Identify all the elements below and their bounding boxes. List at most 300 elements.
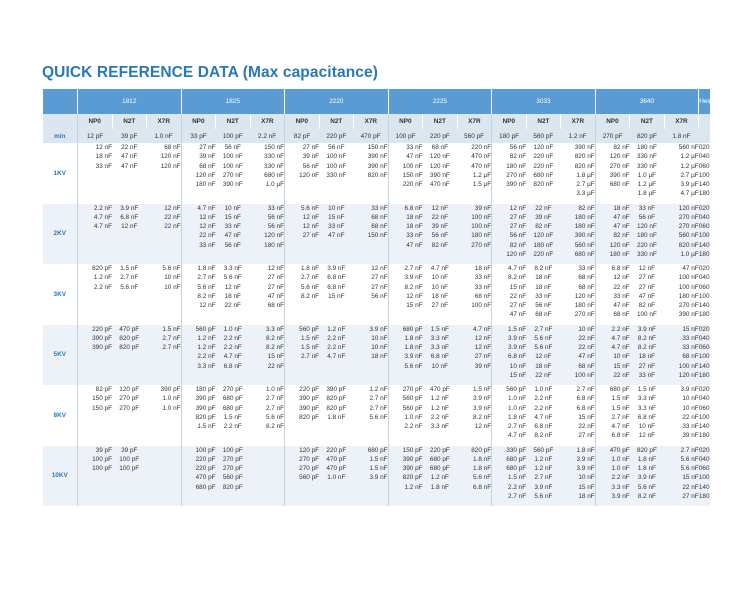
capacitance-cell — [216, 325, 251, 386]
size-header-3033: 3033 — [492, 89, 596, 114]
capacitance-value: 39 pF — [121, 446, 138, 454]
capacitance-cell — [78, 385, 113, 446]
capacitance-value: 12 nF — [638, 432, 656, 440]
height-value: 140 — [698, 423, 710, 431]
capacitance-value: 27 nF — [302, 144, 320, 151]
capacitance-value: 8.2 nF — [300, 292, 320, 300]
capacitance-value: 1.8 µF — [637, 190, 657, 198]
capacitance-value: 18 nF — [638, 353, 656, 361]
capacitance-value: 22 nF — [509, 292, 527, 300]
capacitance-value: 56 nF — [509, 232, 527, 240]
capacitance-value: 3.9 nF — [637, 474, 656, 482]
capacitance-value: 150 nF — [264, 144, 285, 151]
capacitance-value: 22 nF — [613, 283, 630, 291]
capacitance-value: 390 pF — [92, 334, 112, 342]
height-cell — [699, 143, 710, 204]
capacitance-value: 1.0 nF — [534, 386, 553, 393]
capacitance-value: 33 nF — [371, 204, 388, 212]
capacitance-value: 82 nF — [535, 223, 552, 231]
capacitance-value: 680 nF — [264, 171, 285, 179]
capacitance-value: 220 nF — [533, 153, 554, 161]
dielectric-header-x7r: X7R — [250, 114, 285, 129]
table-body — [43, 129, 710, 506]
height-header: Height H (1/10 mm) — [699, 89, 710, 114]
capacitance-value: 27 nF — [371, 274, 388, 282]
capacitance-value: 10 nF — [328, 204, 345, 212]
capacitance-value: 2.7 µF — [576, 181, 595, 189]
height-value: 100 — [698, 292, 710, 300]
capacitance-value: 1.5 nF — [508, 325, 527, 333]
capacitance-value: 120 nF — [533, 144, 554, 151]
capacitance-value: 2.7 nF — [197, 274, 216, 282]
corner-cell — [43, 89, 78, 114]
capacitance-value: 68 nF — [431, 144, 449, 151]
capacitance-value: 2.7 µF — [680, 171, 699, 179]
capacitance-value: 180 nF — [533, 241, 554, 249]
capacitance-value: 5.6 nF — [637, 483, 656, 491]
capacitance-value: 56 nF — [224, 144, 241, 151]
capacitance-value: 2.7 nF — [576, 386, 595, 393]
capacitance-value: 6.8 nF — [637, 413, 656, 421]
capacitance-value: 150 nF — [367, 144, 388, 151]
capacitance-value: 18 nF — [406, 223, 423, 231]
capacitance-cell — [457, 325, 492, 386]
height-value: 040 — [698, 455, 710, 463]
capacitance-value: 68 nF — [535, 311, 552, 319]
dielectric-header-n2t: N2T — [630, 114, 665, 129]
capacitance-value: 680 pF — [506, 455, 527, 463]
capacitance-value: 22 nF — [164, 213, 181, 221]
capacitance-value: 18 nF — [578, 492, 595, 500]
capacitance-value: 3.9 nF — [369, 474, 388, 482]
capacitance-cell — [78, 264, 113, 325]
height-subheader — [699, 114, 710, 129]
capacitance-value: 560 pF — [222, 474, 243, 482]
row-label-voltage: 8KV — [43, 385, 78, 446]
capacitance-value: 1.2 nF — [534, 455, 553, 463]
capacitance-value: 27 nF — [638, 283, 656, 291]
capacitance-value: 27 nF — [199, 144, 216, 151]
capacitance-value: 1.8 nF — [637, 465, 656, 473]
capacitance-cell — [216, 385, 251, 446]
capacitance-value: 6.8 nF — [576, 404, 595, 412]
capacitance-value: 4.7 µF — [680, 190, 699, 198]
size-header-1812: 1812 — [78, 89, 182, 114]
capacitance-value: 68 nF — [682, 353, 699, 361]
capacitance-value: 56 nF — [371, 292, 388, 300]
height-cell — [699, 204, 710, 265]
capacitance-value: 3.3 nF — [430, 344, 449, 352]
capacitance-value: 680 nF — [533, 171, 554, 179]
capacitance-value: 68 nF — [613, 311, 630, 319]
capacitance-value: 8.2 nF — [637, 344, 656, 352]
capacitance-value: 100 nF — [471, 213, 492, 221]
capacitance-value: 330 nF — [326, 171, 347, 179]
capacitance-cell — [664, 264, 699, 325]
capacitance-value: 120 nF — [533, 232, 554, 240]
capacitance-value: 15 nF — [682, 325, 699, 333]
height-value: 100 — [698, 413, 710, 421]
capacitance-value: 4.7 nF — [93, 223, 112, 231]
min-value-cell: 100 pF — [388, 129, 423, 143]
capacitance-cell — [492, 204, 527, 265]
capacitance-value: 68 nF — [199, 162, 216, 170]
capacitance-value: 330 pF — [506, 446, 527, 454]
capacitance-value: 270 pF — [119, 404, 140, 412]
capacitance-cell — [112, 204, 147, 265]
capacitance-value: 5.6 nF — [534, 334, 553, 342]
capacitance-value: 390 nF — [574, 144, 595, 151]
capacitance-value: 8.2 nF — [534, 265, 553, 272]
table-row-2kv — [43, 204, 710, 265]
capacitance-value: 6.8 nF — [404, 204, 423, 212]
capacitance-value: 270 nF — [678, 213, 699, 221]
capacitance-cell — [630, 325, 665, 386]
capacitance-cell — [319, 446, 354, 507]
capacitance-value: 180 nF — [574, 213, 595, 221]
capacitance-value: 3.3 nF — [430, 423, 449, 431]
capacitance-value: 820 pF — [326, 395, 347, 403]
capacitance-value: 100 nF — [678, 362, 699, 370]
capacitance-value: 4.7 nF — [611, 344, 630, 352]
capacitance-value: 2.7 nF — [120, 274, 139, 282]
capacitance-value: 10 nF — [164, 283, 181, 291]
capacitance-value: 12 nF — [613, 274, 630, 282]
capacitance-value: 33 nF — [638, 371, 656, 379]
capacitance-cell — [112, 385, 147, 446]
capacitance-value: 180 nF — [506, 162, 527, 170]
capacitance-value: 1.2 nF — [404, 483, 423, 491]
table-row-3kv — [43, 264, 710, 325]
min-value-cell: 180 pF — [492, 129, 527, 143]
capacitance-value: 18 nF — [95, 153, 112, 161]
capacitance-value: 12 nF — [199, 223, 216, 231]
capacitance-value: 390 nF — [609, 171, 630, 179]
capacitance-value: 22 nF — [535, 371, 552, 379]
capacitance-cell — [354, 325, 389, 386]
capacitance-value: 5.6 nF — [197, 283, 216, 291]
capacitance-cell — [595, 385, 630, 446]
capacitance-cell — [147, 264, 182, 325]
capacitance-value: 82 pF — [95, 386, 112, 393]
capacitance-value: 15 nF — [328, 292, 345, 300]
capacitance-value: 680 pF — [195, 483, 216, 491]
capacitance-value: 1.0 nF — [404, 413, 423, 421]
page-title: QUICK REFERENCE DATA (Max capacitance) — [42, 64, 378, 81]
capacitance-value: 680 pF — [222, 404, 243, 412]
capacitance-value: 150 nF — [367, 232, 388, 240]
capacitance-cell — [147, 385, 182, 446]
table-row-5kv — [43, 325, 710, 386]
capacitance-value: 5.6 nF — [300, 204, 320, 212]
capacitance-value: 3.3 nF — [637, 395, 656, 403]
capacitance-value: 150 nF — [402, 171, 423, 179]
capacitance-value: 5.6 nF — [680, 465, 699, 473]
capacitance-value: 3.3 nF — [430, 334, 449, 342]
capacitance-value: 180 nF — [609, 250, 630, 258]
capacitance-value: 2.2 nF — [404, 423, 423, 431]
capacitance-cell — [147, 143, 182, 204]
capacitance-value: 2.2 nF — [93, 204, 112, 212]
capacitance-value: 1.2 nF — [197, 344, 216, 352]
capacitance-value: 270 pF — [222, 455, 243, 463]
capacitance-value: 2.2 nF — [611, 325, 630, 333]
capacitance-value: 100 nF — [222, 153, 243, 161]
dielectric-header-x7r: X7R — [457, 114, 492, 129]
capacitance-value: 18 nF — [535, 362, 552, 370]
capacitance-cell — [78, 143, 113, 204]
height-value: 040 — [698, 153, 710, 161]
capacitance-value: 560 nF — [678, 232, 699, 240]
capacitance-value: 1.2 nF — [430, 395, 449, 403]
capacitance-value: 2.2 nF — [223, 344, 242, 352]
height-value: 040 — [698, 274, 710, 282]
capacitance-cell — [285, 143, 320, 204]
capacitance-value: 1.0 nF — [611, 455, 630, 463]
capacitance-value: 820 pF — [195, 413, 216, 421]
capacitance-value: 820 pF — [119, 334, 140, 342]
capacitance-value: 4.7 nF — [508, 265, 527, 272]
capacitance-cell — [630, 446, 665, 507]
capacitance-value: 8.2 nF — [637, 334, 656, 342]
capacitance-value: 220 pF — [429, 446, 450, 454]
capacitance-value: 2.7 nF — [300, 274, 320, 282]
table-row-10kv — [43, 446, 710, 507]
dielectric-header-x7r: X7R — [147, 114, 182, 129]
capacitance-value: 15 nF — [267, 353, 285, 361]
capacitance-value: 470 pF — [609, 446, 630, 454]
capacitance-value: 1.8 nF — [637, 455, 656, 463]
capacitance-value: 10 nF — [682, 395, 699, 403]
capacitance-value: 180 nF — [264, 241, 285, 249]
min-value-cell: 270 pF — [595, 129, 630, 143]
capacitance-value: 2.2 nF — [611, 474, 630, 482]
capacitance-value: 10 nF — [371, 334, 388, 342]
capacitance-value: 27 nF — [474, 353, 492, 361]
capacitance-value: 6.8 nF — [430, 353, 449, 361]
capacitance-value: 8.2 nF — [508, 274, 527, 282]
capacitance-value: 390 nF — [429, 171, 450, 179]
capacitance-value: 5.6 nF — [265, 413, 285, 421]
capacitance-value: 4.7 nF — [430, 265, 449, 272]
height-value: 020 — [698, 204, 710, 212]
capacitance-value: 6.8 nF — [576, 395, 595, 403]
capacitance-value: 22 nF — [267, 362, 285, 370]
capacitance-value: 6.8 nF — [327, 283, 346, 291]
capacitance-value: 390 nF — [506, 181, 527, 189]
capacitance-cell — [423, 204, 458, 265]
capacitance-value: 220 pF — [92, 325, 112, 333]
capacitance-value: 2.7 nF — [404, 265, 423, 272]
capacitance-value: 560 nF — [678, 144, 699, 151]
capacitance-cell — [285, 325, 320, 386]
size-header-3640: 3640 — [595, 89, 699, 114]
capacitance-value: 560 pF — [299, 325, 320, 333]
capacitance-value: 33 nF — [682, 334, 699, 342]
capacitance-value: 47 nF — [267, 292, 285, 300]
capacitance-value: 1.0 nF — [508, 404, 527, 412]
capacitance-cell — [630, 385, 665, 446]
capacitance-value: 560 pF — [506, 386, 527, 393]
min-value-cell: 100 pF — [216, 129, 251, 143]
capacitance-value: 1.2 µF — [472, 171, 492, 179]
capacitance-value: 100 pF — [92, 455, 112, 463]
capacitance-value: 15 nF — [578, 413, 595, 421]
row-label-voltage: 10KV — [43, 446, 78, 507]
capacitance-value: 220 pF — [299, 386, 320, 393]
capacitance-value: 12 nF — [474, 423, 492, 431]
capacitance-value: 33 nF — [578, 265, 595, 272]
capacitance-value: 3.9 nF — [327, 265, 346, 272]
capacitance-value: 220 nF — [471, 144, 492, 151]
capacitance-cell — [630, 264, 665, 325]
capacitance-cell — [595, 325, 630, 386]
capacitance-value: 390 nF — [574, 232, 595, 240]
row-label-min: min — [43, 129, 78, 143]
capacitance-cell — [112, 143, 147, 204]
capacitance-value: 33 nF — [328, 223, 345, 231]
capacitance-cell — [388, 143, 423, 204]
capacitance-cell — [216, 204, 251, 265]
capacitance-value: 8.2 nF — [265, 344, 285, 352]
capacitance-value: 6.8 nF — [473, 483, 492, 491]
capacitance-value: 10 nF — [431, 274, 449, 282]
capacitance-value: 15 nF — [328, 213, 345, 221]
dielectric-header-np0: NP0 — [285, 114, 320, 129]
capacitance-value: 2.7 nF — [611, 413, 630, 421]
capacitance-value: 390 pF — [195, 404, 216, 412]
capacitance-value: 120 nF — [678, 204, 699, 212]
min-value-cell: 1.2 nF — [561, 129, 596, 143]
capacitance-cell — [147, 325, 182, 386]
capacitance-value: 18 nF — [535, 283, 552, 291]
size-header-2220: 2220 — [285, 89, 389, 114]
capacitance-value: 1.0 µF — [680, 250, 699, 258]
capacitance-cell — [78, 446, 113, 507]
capacitance-value: 47 nF — [121, 153, 138, 161]
dielectric-header-n2t: N2T — [526, 114, 561, 129]
capacitance-value: 1.0 nF — [162, 404, 181, 412]
capacitance-value: 560 pF — [533, 446, 554, 454]
height-value: 180 — [698, 371, 710, 379]
capacitance-value: 100 pF — [222, 446, 243, 454]
capacitance-value: 15 nF — [509, 283, 527, 291]
capacitance-value: 39 nF — [431, 223, 449, 231]
capacitance-value: 680 nF — [574, 250, 595, 258]
capacitance-value: 100 pF — [119, 455, 140, 463]
min-value-cell: 82 pF — [285, 129, 320, 143]
capacitance-value: 39 nF — [302, 153, 320, 161]
capacitance-value: 180 pF — [195, 386, 216, 393]
capacitance-value: 56 nF — [638, 213, 656, 221]
capacitance-value: 8.2 nF — [534, 432, 553, 440]
capacitance-value: 1.8 nF — [197, 265, 216, 272]
capacitance-value: 100 nF — [678, 274, 699, 282]
dielectric-header-x7r: X7R — [354, 114, 389, 129]
capacitance-value: 15 nF — [406, 302, 423, 310]
capacitance-value: 3.3 nF — [223, 265, 242, 272]
capacitance-value: 2.7 nF — [300, 353, 320, 361]
capacitance-value: 1.5 nF — [120, 265, 139, 272]
height-value: 140 — [698, 302, 710, 310]
capacitance-value: 68 nF — [371, 213, 388, 221]
capacitance-cell — [319, 325, 354, 386]
capacitance-value: 820 pF — [326, 404, 347, 412]
capacitance-value: 820 pF — [636, 446, 657, 454]
capacitance-value: 2.2 nF — [93, 283, 112, 291]
min-value-cell: 220 pF — [319, 129, 354, 143]
capacitance-value: 39 nF — [535, 213, 552, 221]
capacitance-value: 2.7 nF — [508, 423, 527, 431]
capacitance-value: 33 nF — [474, 283, 492, 291]
capacitance-cell — [664, 385, 699, 446]
height-value: 180 — [698, 432, 710, 440]
capacitance-value: 470 pF — [429, 386, 450, 393]
capacitance-value: 39 nF — [199, 153, 216, 161]
capacitance-value: 12 nF — [474, 334, 492, 342]
capacitance-cell — [561, 325, 596, 386]
capacitance-value: 10 nF — [682, 404, 699, 412]
capacitance-value: 270 nF — [609, 162, 630, 170]
capacitance-value: 1.2 nF — [430, 474, 449, 482]
capacitance-value: 15 nF — [613, 362, 630, 370]
capacitance-value: 5.6 nF — [300, 283, 320, 291]
capacitance-value: 47 nF — [613, 213, 630, 221]
height-value: 180 — [698, 250, 710, 258]
capacitance-value: 220 nF — [402, 181, 423, 189]
capacitance-value: 100 nF — [326, 153, 347, 161]
capacitance-value: 470 pF — [326, 455, 347, 463]
capacitance-cell — [423, 325, 458, 386]
capacitance-value: 1.5 nF — [162, 325, 181, 333]
capacitance-value: 2.7 nF — [369, 404, 388, 412]
height-value: 180 — [698, 190, 710, 198]
capacitance-value: 100 pF — [92, 465, 112, 473]
capacitance-cell — [595, 264, 630, 325]
capacitance-value: 22 nF — [578, 334, 595, 342]
capacitance-value: 68 nF — [578, 274, 595, 282]
capacitance-value: 4.7 nF — [611, 423, 630, 431]
capacitance-value: 560 pF — [402, 404, 423, 412]
height-value: 100 — [698, 474, 710, 482]
capacitance-value: 1.0 µF — [265, 181, 285, 189]
capacitance-cell — [147, 204, 182, 265]
capacitance-value: 390 pF — [299, 395, 320, 403]
capacitance-value: 6.8 nF — [120, 213, 139, 221]
capacitance-value: 33 nF — [95, 162, 112, 170]
dielectric-header-np0: NP0 — [388, 114, 423, 129]
capacitance-value: 33 nF — [199, 241, 216, 249]
capacitance-value: 56 nF — [535, 302, 552, 310]
size-header-1825: 1825 — [181, 89, 285, 114]
capacitance-cell — [492, 264, 527, 325]
capacitance-cell — [561, 204, 596, 265]
capacitance-value: 470 nF — [471, 162, 492, 170]
capacitance-value: 10 nF — [638, 423, 656, 431]
capacitance-value: 1.8 nF — [473, 455, 492, 463]
size-header-row — [43, 89, 710, 114]
capacitance-value: 100 nF — [471, 223, 492, 231]
capacitance-value: 820 nF — [574, 153, 595, 161]
table-row-min — [43, 129, 710, 143]
capacitance-value: 56 nF — [267, 223, 285, 231]
capacitance-value: 270 pF — [299, 455, 320, 463]
min-value-cell: 39 pF — [112, 129, 147, 143]
capacitance-value: 270 pF — [222, 465, 243, 473]
capacitance-value: 2.2 nF — [534, 395, 553, 403]
capacitance-value: 1.2 µF — [637, 181, 657, 189]
min-value-cell: 2.2 nF — [250, 129, 285, 143]
